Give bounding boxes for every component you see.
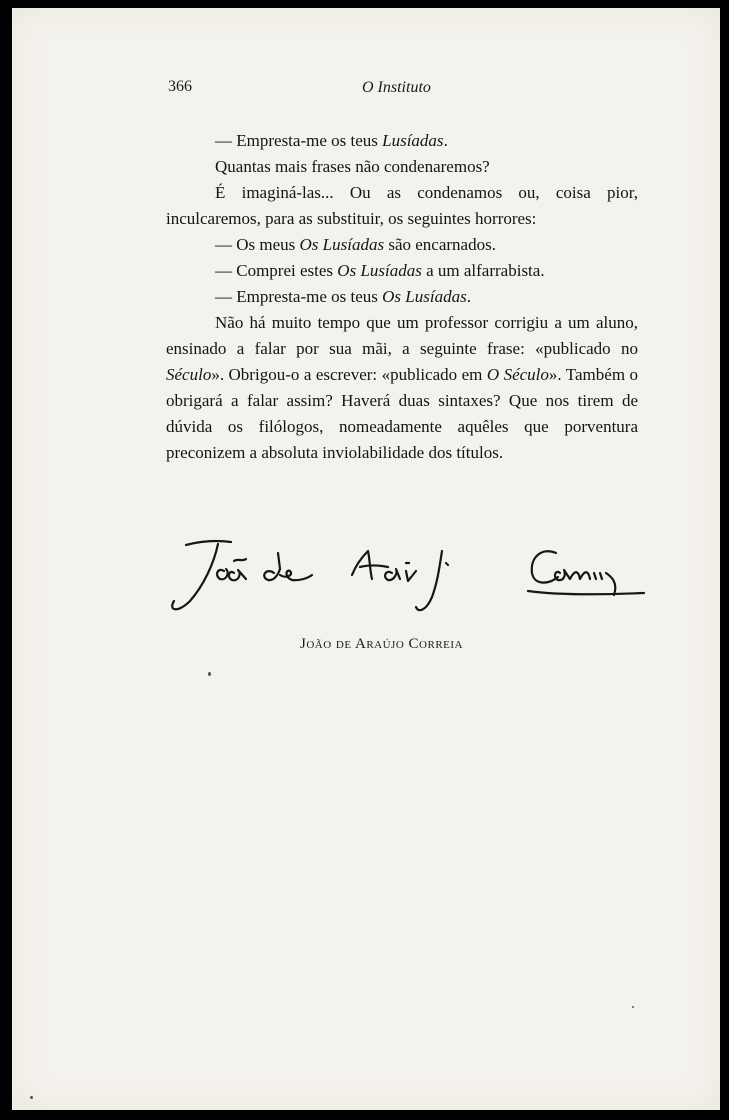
paper-speck — [30, 1096, 33, 1099]
paper-speck — [632, 1006, 634, 1008]
paper-speck — [208, 672, 211, 676]
page-number: 366 — [168, 78, 192, 95]
paragraph: Quantas mais frases não condenaremos? — [215, 157, 490, 176]
dialogue-line: — Comprei estes Os Lusíadas a um alfarrabista. — [215, 261, 545, 280]
final-paragraph: Não há muito tempo que um professor corrigiu a um aluno, ensinado a falar por sua mãi, a seguinte frase: «publicado no Século». Obrigou-o a escrever: «publicado em O Século». Também o obrigará a falar assim? Haverá duas sintaxes? Que nos tirem de dúvida os filólogos, nomeadamente aquêles que porventura preconizem a absoluta inviolabilidade dos títulos. — [166, 313, 638, 462]
running-title: O Instituto — [362, 79, 431, 96]
paragraph: É imaginá-las... Ou as condenamos ou, coisa pior, inculcaremos, para as substituir, os seguintes horrores: — [166, 183, 638, 228]
dialogue-line: — Empresta-me os teus Lusíadas. — [215, 131, 448, 150]
dialogue-line: — Os meus Os Lusíadas são encarnados. — [215, 235, 496, 254]
page-header — [12, 78, 720, 100]
handwritten-signature — [156, 523, 656, 618]
dialogue-line: — Empresta-me os teus Os Lusíadas. — [215, 287, 471, 306]
author-name: João de Araújo Correia — [300, 636, 463, 652]
body-text — [166, 128, 638, 466]
page — [12, 8, 720, 1110]
